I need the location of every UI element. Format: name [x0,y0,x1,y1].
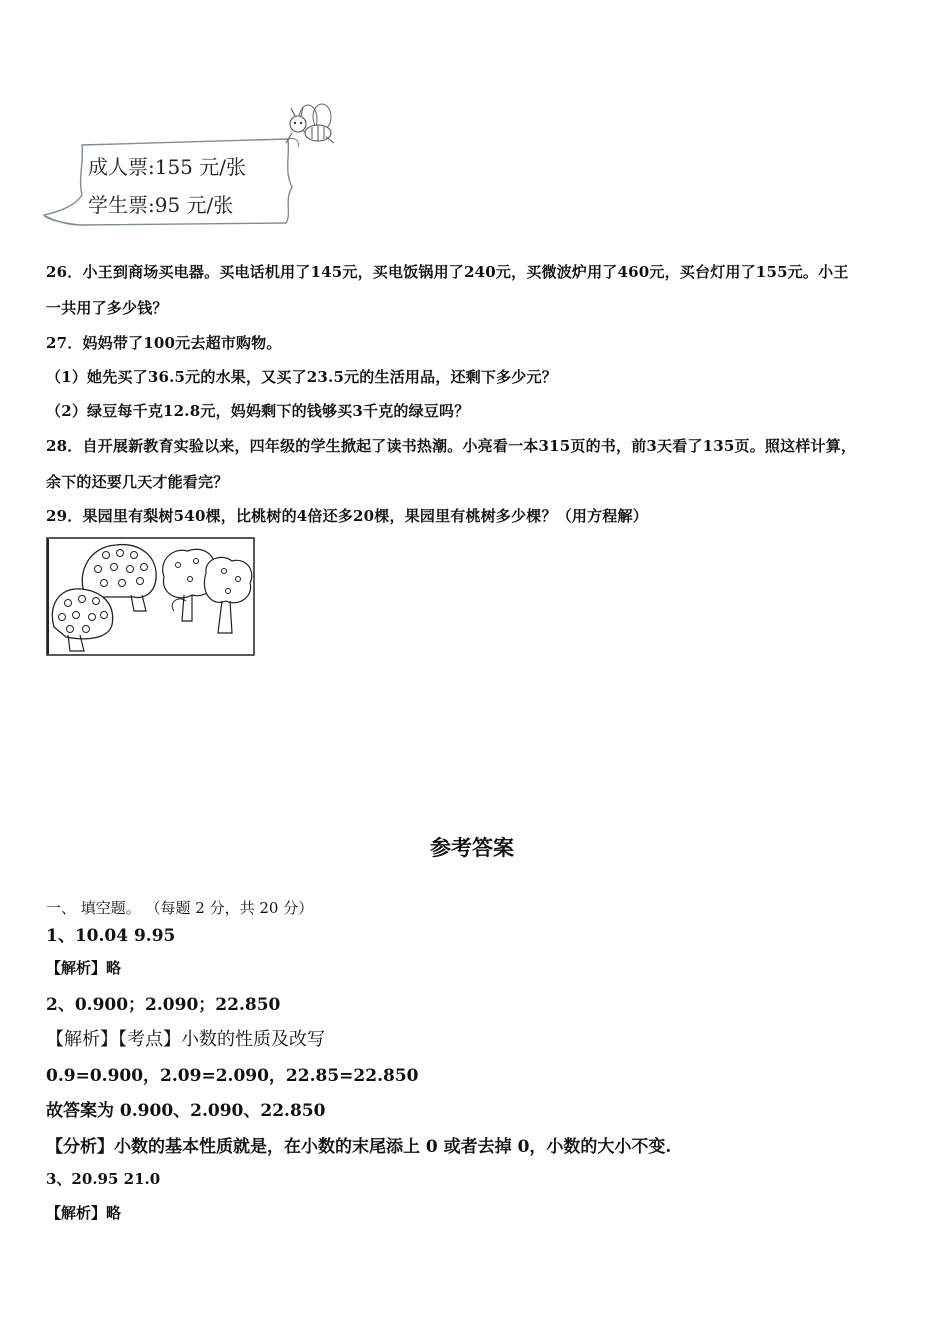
answer-2-calculation: 0.9=0.900，2.09=2.090，22.85=22.850 [46,1066,419,1086]
question-29: 29．果园里有梨树540棵，比桃树的4倍还多20棵，果园里有桃树多少棵？（用方程解） [46,507,648,525]
answer-1-note: 【解析】略 [46,959,122,977]
section-heading-fill-blank: 一、 填空题。 （每题 2 分，共 20 分） [46,899,314,917]
student-ticket-price: 学生票:95 元/张 [88,193,234,217]
question-28-line-2: 余下的还要几天才能看完？ [46,473,229,491]
answer-3: 3、20.95 21.0 [46,1170,161,1188]
answer-2-conclusion: 故答案为 0.900、2.090、22.850 [46,1101,326,1121]
question-27: 27．妈妈带了100元去超市购物。 [46,334,282,352]
answer-2: 2、0.900；2.090；22.850 [46,995,281,1015]
answer-1: 1、10.04 9.95 [46,926,176,946]
answer-2-note: 【解析】【考点】小数的性质及改写 [46,1029,325,1050]
adult-ticket-price: 成人票:155 元/张 [88,155,247,179]
question-28-line-1: 28．自开展新教育实验以来，四年级的学生掀起了读书热潮。小亮看一本315页的书，前3天看了135页。照这样计算， [46,437,857,455]
answer-2-analysis: 【分析】小数的基本性质就是，在小数的末尾添上 0 或者去掉 0，小数的大小不变. [46,1137,672,1157]
question-26-line-2: 一共用了多少钱？ [46,299,168,317]
orchard-illustration [46,537,256,657]
question-26-line-1: 26．小王到商场买电器。买电话机用了145元，买电饭锅用了240元，买微波炉用了460元，买台灯用了155元。小王 [46,263,849,281]
answer-3-note: 【解析】略 [46,1204,122,1222]
answer-key-title: 参考答案 [430,835,514,860]
question-27-part-1: （1）她先买了36.5元的水果，又买了23.5元的生活用品，还剩下多少元？ [46,368,557,386]
question-27-part-2: （2）绿豆每千克12.8元，妈妈剩下的钱够买3千克的绿豆吗？ [46,402,470,420]
bee-icon [286,104,334,143]
ticket-illustration [40,95,350,230]
orchard-drawing [46,537,256,657]
